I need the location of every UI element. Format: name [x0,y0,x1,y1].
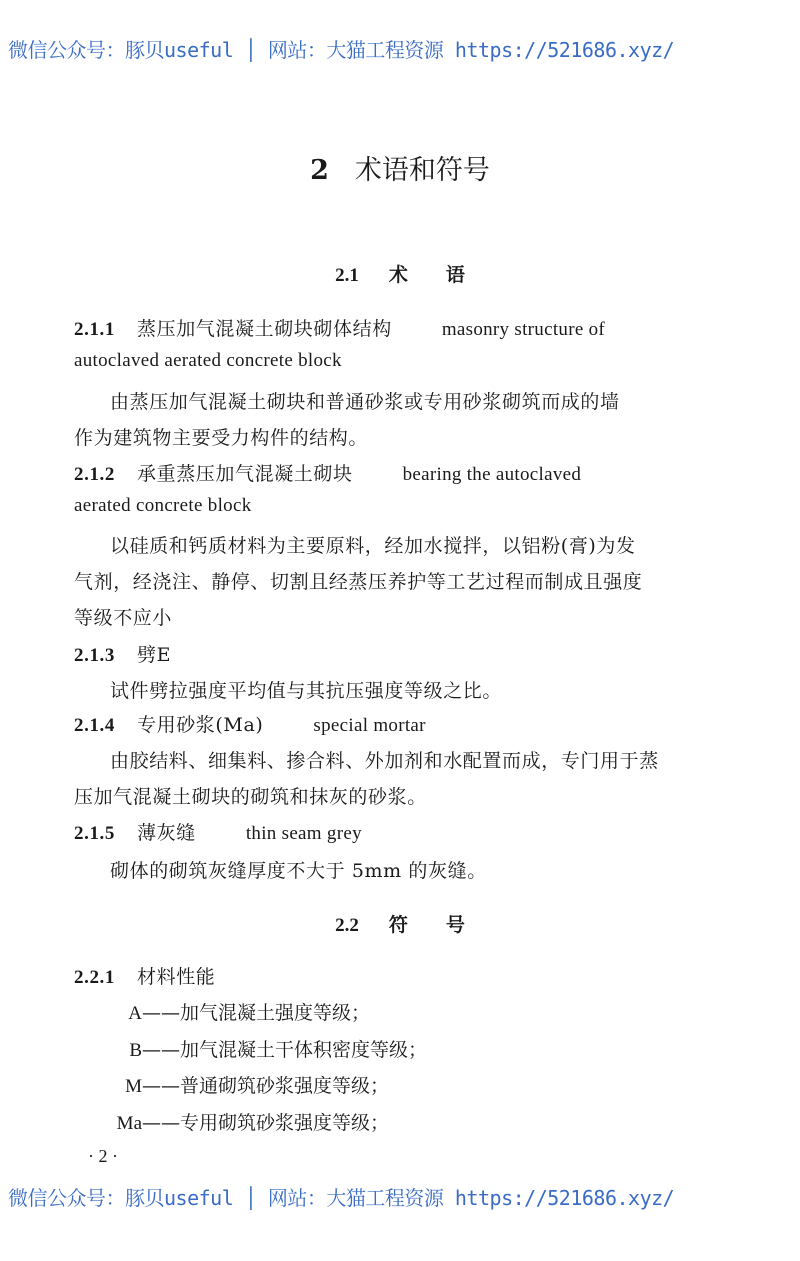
term-heading: 2.1.4 专用砂浆(Ma) special mortar [74,714,426,736]
symbol-item: M——普通砌筑砂浆强度等级； [125,1075,390,1097]
term-definition: 砌体的砌筑灰缝厚度不大于 5mm 的灰缝。 [110,860,487,882]
term-definition: 由蒸压加气混凝土砌块和普通砂浆或专用砂浆砌筑而成的墙 [110,391,620,413]
term-heading: 2.1.3 劈E [74,644,172,666]
term-definition: 等级不应小 [74,607,173,629]
term-definition: 压加气混凝土砌块的砌筑和抹灰的砂浆。 [74,786,427,808]
term-english-cont: autoclaved aerated concrete block [74,350,342,371]
section-heading-symbols: 2.2 符 号 [335,914,465,936]
term-heading: 2.1.2 承重蒸压加气混凝土砌块 bearing the autoclaved [74,463,582,485]
term-definition: 试件劈拉强度平均值与其抗压强度等级之比。 [110,680,503,702]
watermark-bottom: 微信公众号：豚贝useful │ 网站：大猫工程资源 https://521686.xyz/ [8,1186,675,1210]
term-definition: 由胶结料、细集料、掺合料、外加剂和水配置而成，专门用于蒸 [110,750,659,772]
term-definition: 作为建筑物主要受力构件的结构。 [74,427,369,449]
symbol-item: B——加气混凝土干体积密度等级； [129,1039,428,1061]
symbol-item: A——加气混凝土强度等级； [128,1002,371,1024]
symbol-group-heading: 2.2.1 材料性能 [74,966,216,988]
section-heading-terms: 2.1 术 语 [335,264,465,286]
page-number: · 2 · [88,1146,118,1166]
term-heading: 2.1.5 薄灰缝 thin seam grey [74,822,362,844]
term-definition: 以硅质和钙质材料为主要原料，经加水搅拌，以铝粉(膏)为发 [110,535,636,557]
symbol-item: Ma——专用砌筑砂浆强度等级； [116,1112,390,1134]
term-english-cont: aerated concrete block [74,495,252,516]
term-definition: 气剂，经浇注、静停、切割且经蒸压养护等工艺过程而制成且强度 [74,571,643,593]
term-heading: 2.1.1 蒸压加气混凝土砌块砌体结构 masonry structure of [74,318,606,340]
watermark-top: 微信公众号：豚贝useful │ 网站：大猫工程资源 https://521686.xyz/ [8,38,675,62]
chapter-title: 2 术语和符号 [310,155,490,186]
